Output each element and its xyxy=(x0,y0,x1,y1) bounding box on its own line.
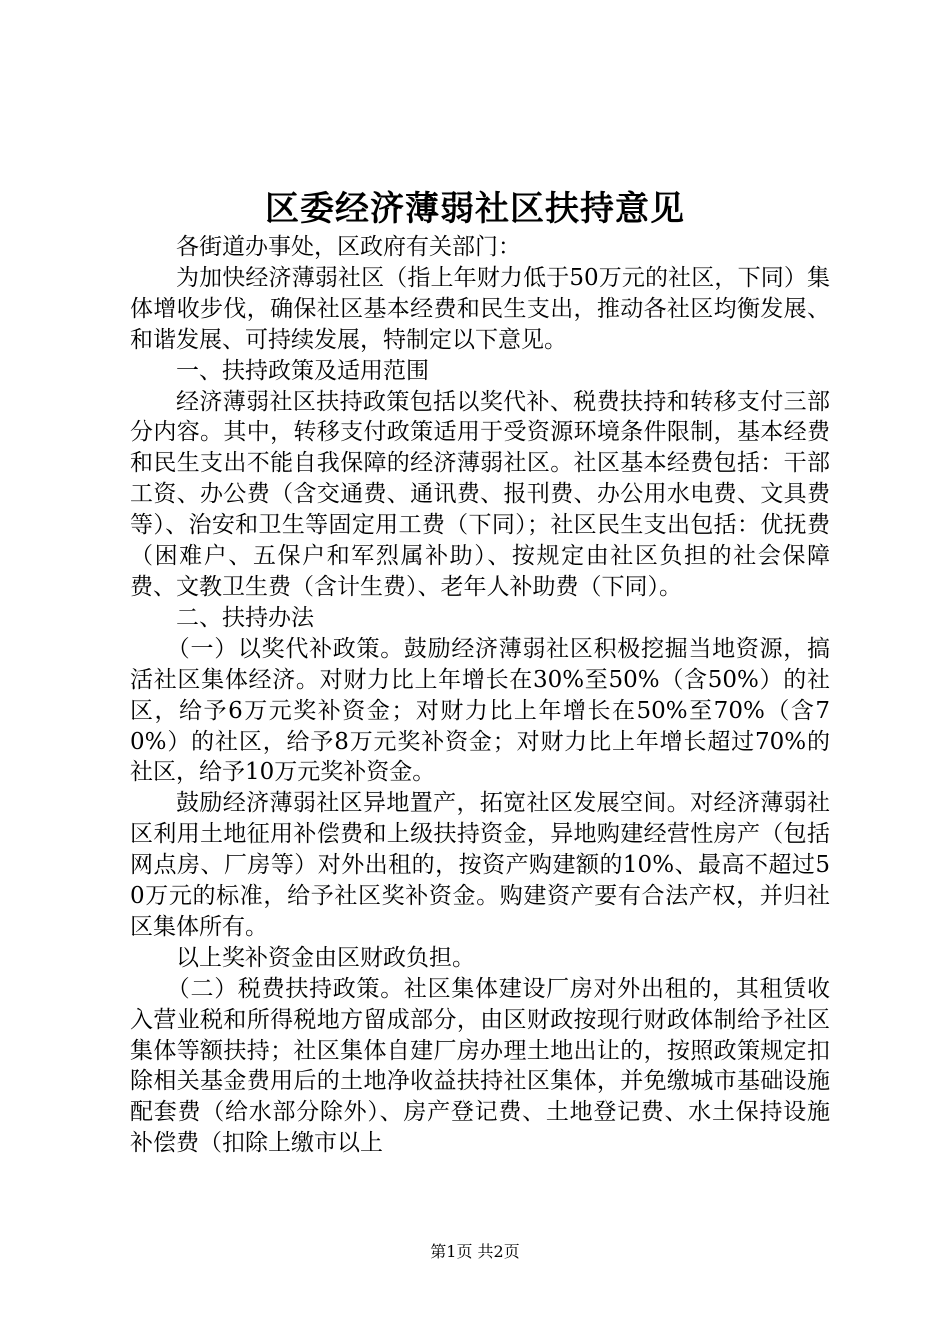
intro-paragraph: 为加快经济薄弱社区（指上年财力低于50万元的社区，下同）集体增收步伐，确保社区基本经费和民生支出，推动各社区均衡发展、和谐发展、可持续发展，特制定以下意见。 xyxy=(130,264,830,353)
tax-policy-paragraph: （二）税费扶持政策。社区集体建设厂房对外出租的，其租赁收入营业税和所得税地方留成部分，由区财政按现行财政体制给予社区集体等额扶持；社区集体自建厂房办理土地出让的，按照政策规定扣除相关基金费用后的土地净收益扶持社区集体，并免缴城市基础设施配套费（给水部分除外）、房产登记费、土地登记费、水土保持设施补偿费（扣除上缴市以上 xyxy=(130,975,830,1157)
document-body xyxy=(130,232,830,1159)
section-heading-measures: 二、扶持办法 xyxy=(176,604,314,631)
reward-policy-paragraph: （一）以奖代补政策。鼓励经济薄弱社区积极挖掘当地资源，搞活社区集体经济。对财力比上年增长在30%至50%（含50%）的社区，给予6万元奖补资金；对财力比上年增长在50%至70%（含70%）的社区，给予8万元奖补资金；对财力比上年增长超过70%的社区，给予10万元奖补资金。 xyxy=(130,635,830,786)
document-title: 区委经济薄弱社区扶持意见 xyxy=(265,189,685,229)
section-heading-scope: 一、扶持政策及适用范围 xyxy=(176,357,429,384)
page-footer: 第1页 共2页 xyxy=(430,1242,520,1261)
salutation-paragraph: 各街道办事处，区政府有关部门： xyxy=(176,234,521,260)
funding-source-paragraph: 以上奖补资金由区财政负担。 xyxy=(176,944,475,971)
scope-paragraph: 经济薄弱社区扶持政策包括以奖代补、税费扶持和转移支付三部分内容。其中，转移支付政策适用于受资源环境条件限制，基本经费和民生支出不能自我保障的经济薄弱社区。社区基本经费包括：干部工资、办公费（含交通费、通讯费、报刊费、办公用水电费、文具费等）、治安和卫生等固定用工费（下同）；社区民生支出包括：优抚费（困难户、五保户和军烈属补助）、按规定由社区负担的社会保障费、文教卫生费（含计生费）、老年人补助费（下同）。 xyxy=(130,388,830,600)
property-policy-paragraph: 鼓励经济薄弱社区异地置产，拓宽社区发展空间。对经济薄弱社区利用土地征用补偿费和上级扶持资金，异地购建经营性房产（包括网点房、厂房等）对外出租的，按资产购建额的10%、最高不超过50万元的标准，给予社区奖补资金。购建资产要有合法产权，并归社区集体所有。 xyxy=(130,790,830,940)
